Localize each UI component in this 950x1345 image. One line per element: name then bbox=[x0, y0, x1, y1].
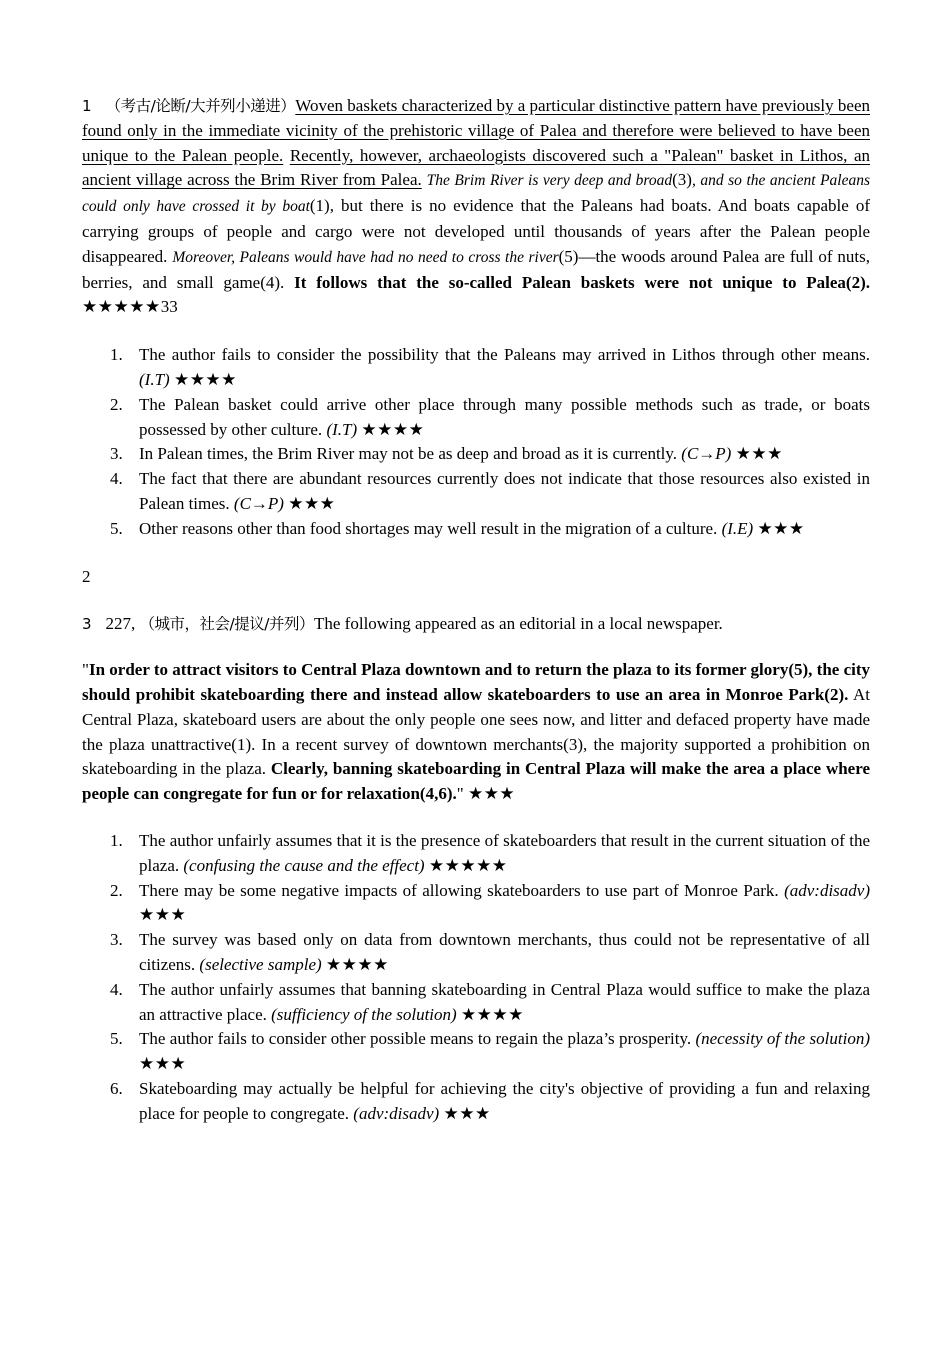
list-item-stars: ★★★ bbox=[288, 493, 336, 514]
list-item-number: 5. bbox=[110, 518, 123, 538]
list-item bbox=[82, 467, 870, 517]
section-1-text-2: (5)—the woods around Palea are full of nuts, berries, and small game(4). bbox=[82, 246, 871, 292]
section-3-argument bbox=[82, 658, 870, 807]
section-1-conclusion: It follows that the so-called Palean baskets were not unique to Palea(2). bbox=[294, 272, 871, 292]
list-item-stars: ★★★★★ bbox=[428, 855, 508, 876]
list-item-text: The survey was based only on data from downtown merchants, thus could not be representative of all citizens. bbox=[139, 930, 870, 974]
list-item-number: 6. bbox=[110, 1078, 123, 1098]
section-1-italic-2: , and so the ancient Paleans could only have crossed it by boat bbox=[82, 172, 871, 216]
section-1-underline-2: Recently, however, archaeologists discovered such a "Palean" basket in Lithos, an ancient village across the Brim River from Palea. bbox=[82, 145, 871, 190]
section-3-flaw-list bbox=[82, 829, 870, 1127]
section-1-ref-3: (3) bbox=[672, 170, 692, 190]
list-item-label: (C→P) bbox=[233, 493, 284, 513]
list-item-number: 1. bbox=[110, 830, 123, 850]
section-1-count: 33 bbox=[160, 297, 178, 317]
list-item bbox=[82, 879, 870, 929]
list-item bbox=[82, 978, 870, 1028]
list-item bbox=[82, 1027, 870, 1077]
section-1-italic-3: Moreover, Paleans would have had no need to cross the river bbox=[172, 248, 559, 266]
section-3-bold-1: In order to attract visitors to Central Plaza downtown and to return the plaza to its former glory(5), the city should prohibit skateboarding there and instead allow skateboarders to use an area in Monroe Park(2). bbox=[82, 660, 870, 704]
list-item-number: 3. bbox=[110, 444, 123, 464]
section-1-paragraph bbox=[82, 94, 870, 320]
list-item-stars: ★★★★ bbox=[460, 1004, 524, 1025]
list-item-stars: ★★★ bbox=[735, 444, 783, 465]
list-item-text: Other reasons other than food shortages may well result in the migration of a culture. bbox=[139, 518, 718, 538]
list-item-text: In Palean times, the Brim River may not be as deep and broad as it is currently. bbox=[139, 444, 678, 464]
list-item-label: (necessity of the solution) bbox=[695, 1029, 871, 1049]
list-item-text: The author unfairly assumes that banning skateboarding in Central Plaza would suffice to make the plaza an attractive place. bbox=[139, 979, 870, 1024]
section-3-intro: The following appeared as an editorial in a local newspaper. bbox=[314, 614, 723, 634]
list-item-stars: ★★★ bbox=[139, 905, 187, 926]
section-2-paragraph bbox=[82, 565, 870, 590]
list-item bbox=[82, 829, 870, 879]
list-item-label: (sufficiency of the solution) bbox=[271, 1004, 457, 1024]
list-item-stars: ★★★★ bbox=[173, 369, 237, 390]
list-item-number: 4. bbox=[110, 979, 123, 999]
list-item-number: 2. bbox=[110, 880, 123, 900]
section-3-prompt-id: 227, bbox=[105, 614, 136, 634]
list-item bbox=[82, 928, 870, 978]
section-3-text-1: At Central Plaza, skateboard users are about the only people one sees now, and litter and defaced property have made the plaza unattractive(1). In a recent survey of downtown merchants(3), the majority supported a prohibition on skateboarding in the plaza. bbox=[82, 684, 870, 779]
section-1-stars: ★★★★★ bbox=[82, 297, 161, 318]
section-1-tag: （考古/论断/大并列小递进） bbox=[105, 97, 296, 115]
list-item-label: (selective sample) bbox=[199, 954, 322, 974]
list-item-text: There may be some negative impacts of allowing skateboarders to use part of Monroe Park. bbox=[139, 880, 779, 900]
section-3-bold-2: Clearly, banning skateboarding in Central Plaza will make the area a place where people can congregate for fun or for relaxation(4,6). bbox=[82, 759, 871, 804]
list-item-number: 5. bbox=[110, 1029, 123, 1049]
list-item-label: (I.E) bbox=[721, 518, 754, 538]
list-item-text: The fact that there are abundant resources currently does not indicate that those resources also existed in Palean times. bbox=[139, 469, 870, 513]
list-item bbox=[82, 1077, 870, 1127]
section-3-tag: （城市，社会/提议/并列） bbox=[139, 615, 314, 634]
list-item-label: (I.T) bbox=[326, 419, 358, 439]
list-item-stars: ★★★★ bbox=[325, 954, 389, 975]
list-item-stars: ★★★ bbox=[757, 518, 805, 539]
list-item-text: The Palean basket could arrive other place through many possible methods such as trade, or boats possessed by other culture. bbox=[139, 394, 870, 439]
list-item-label: (C→P) bbox=[681, 444, 732, 464]
section-1-number: 1 bbox=[82, 97, 92, 115]
section-3-stars: ★★★ bbox=[467, 784, 516, 805]
section-1-underline-1: Woven baskets characterized by a particular distinctive pattern have previously been found only in the immediate vicinity of the prehistoric village of Palea and therefore were believed to have been unique to the Palean people. bbox=[82, 96, 870, 165]
quote-open: " bbox=[82, 660, 89, 680]
list-item-number: 4. bbox=[110, 469, 123, 489]
section-3-number: 3 bbox=[82, 615, 92, 634]
list-item-stars: ★★★★ bbox=[361, 419, 425, 440]
section-1-italic-1: The Brim River is very deep and broad bbox=[426, 172, 673, 190]
list-item-number: 2. bbox=[110, 394, 123, 414]
quote-close: " bbox=[456, 784, 464, 804]
list-item bbox=[82, 393, 870, 443]
list-item-number: 1. bbox=[110, 345, 123, 365]
document-page bbox=[82, 94, 870, 1126]
list-item bbox=[82, 442, 870, 467]
list-item-text: The author unfairly assumes that it is the presence of skateboarders that result in the current situation of the plaza. bbox=[139, 830, 870, 875]
list-item-text: Skateboarding may actually be helpful for achieving the city's objective of providing a fun and relaxing place for people to congregate. bbox=[139, 1078, 870, 1123]
list-item-label: (confusing the cause and the effect) bbox=[183, 855, 425, 875]
list-item-label: (adv:disadv) bbox=[784, 880, 870, 900]
section-3-header bbox=[82, 612, 870, 637]
list-item-label: (adv:disadv) bbox=[353, 1103, 440, 1123]
list-item-stars: ★★★ bbox=[443, 1103, 491, 1124]
section-1-flaw-list bbox=[82, 343, 870, 541]
list-item-stars: ★★★ bbox=[139, 1054, 187, 1075]
list-item bbox=[82, 343, 870, 393]
list-item-number: 3. bbox=[110, 930, 123, 950]
list-item bbox=[82, 517, 870, 542]
section-2-number: 2 bbox=[82, 566, 91, 586]
list-item-text: The author fails to consider other possible means to regain the plaza’s prosperity. bbox=[139, 1029, 692, 1049]
section-1-text-1: (1), but there is no evidence that the Paleans had boats. And boats capable of carrying groups of people and cargo were not developed until thousands of years after the Palean people disappeared. bbox=[82, 196, 870, 266]
list-item-label: (I.T) bbox=[139, 369, 170, 389]
list-item-text: The author fails to consider the possibility that the Paleans may arrived in Lithos through other means. bbox=[139, 345, 870, 365]
